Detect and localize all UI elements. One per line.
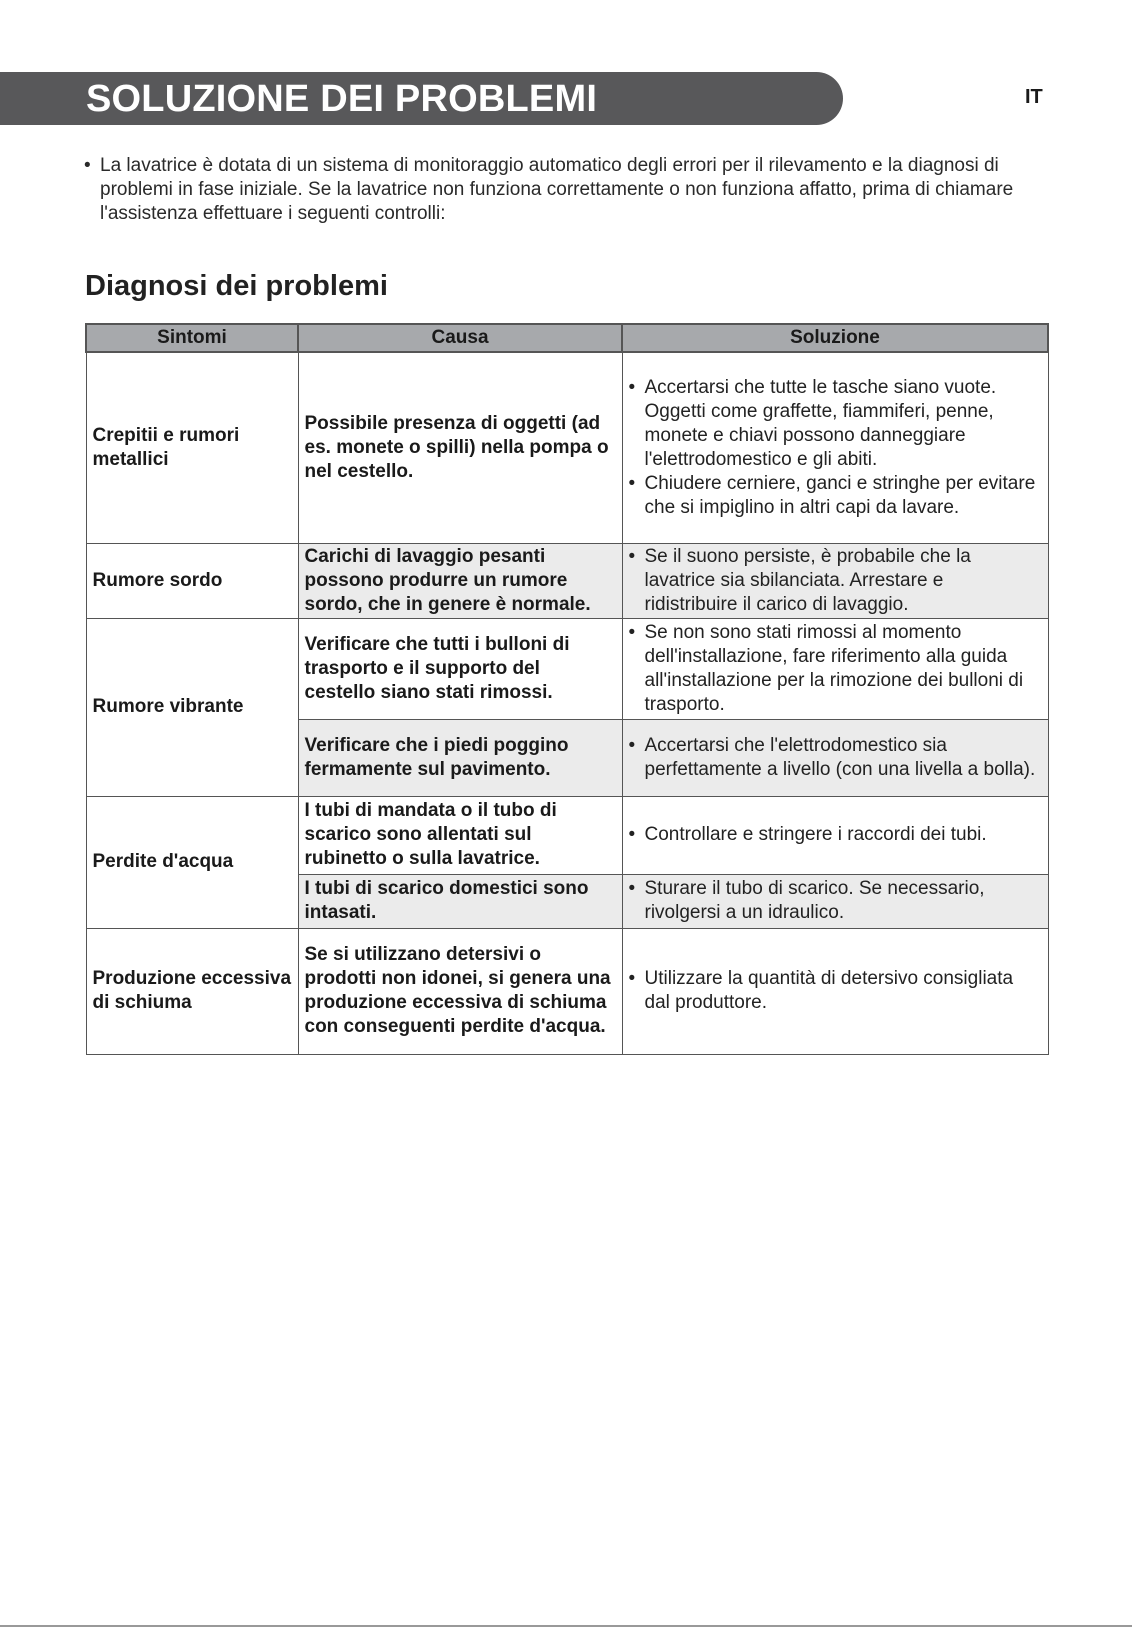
column-header-symptoms: Sintomi — [86, 324, 298, 352]
page-title: SOLUZIONE DEI PROBLEMI — [86, 78, 598, 120]
solution-item: • Utilizzare la quantità di detersivo consigliata dal produttore. — [629, 967, 1042, 1015]
table-row — [86, 618, 1048, 719]
table-row — [86, 928, 1048, 1054]
solution-item: • Accertarsi che l'elettrodomestico sia perfettamente a livello (con una livella a bolla). — [629, 734, 1042, 782]
solution-item: • Se il suono persiste, è probabile che la lavatrice sia sbilanciata. Arrestare e ridistribuire il carico di lavaggio. — [629, 545, 1042, 617]
solution-cell — [622, 543, 1048, 618]
intro-text: La lavatrice è dotata di un sistema di monitoraggio automatico degli errori per il rilevamento e la diagnosi di problemi in fase iniziale. Se la lavatrice non funziona correttamente o non funziona affatto, prima di chiamare l'assistenza effettuare i seguenti controlli: — [100, 155, 1014, 224]
solution-item: • Controllare e stringere i raccordi dei tubi. — [629, 823, 1042, 847]
solution-item: • Chiudere cerniere, ganci e stringhe per evitare che si impiglino in altri capi da lavare. — [629, 472, 1042, 520]
page-title-banner — [0, 72, 843, 125]
table-header-row — [86, 324, 1048, 352]
cause-cell: Carichi di lavaggio pesanti possono produrre un rumore sordo, che in genere è normale. — [298, 543, 622, 618]
solution-cell — [622, 618, 1048, 719]
solution-cell — [622, 796, 1048, 874]
language-code: IT — [1025, 86, 1043, 108]
cause-cell: Verificare che i piedi poggino fermamente sul pavimento. — [298, 719, 622, 796]
section-title: Diagnosi dei problemi — [85, 270, 388, 302]
symptom-cell: Rumore vibrante — [86, 618, 298, 796]
solution-item: • Se non sono stati rimossi al momento dell'installazione, fare riferimento alla guida all'installazione per la rimozione dei bulloni di trasporto. — [629, 621, 1042, 717]
cause-cell: Se si utilizzano detersivi o prodotti non idonei, si genera una produzione eccessiva di schiuma con conseguenti perdite d'acqua. — [298, 928, 622, 1054]
solution-cell — [622, 874, 1048, 928]
column-header-solution: Soluzione — [622, 324, 1048, 352]
cause-cell: Possibile presenza di oggetti (ad es. monete o spilli) nella pompa o nel cestello. — [298, 352, 622, 543]
solution-cell — [622, 352, 1048, 543]
symptom-cell: Rumore sordo — [86, 543, 298, 618]
table-row — [86, 352, 1048, 543]
column-header-cause: Causa — [298, 324, 622, 352]
table-row — [86, 796, 1048, 874]
solution-cell — [622, 719, 1048, 796]
intro-paragraph — [84, 154, 1044, 226]
solution-cell — [622, 928, 1048, 1054]
bullet-icon: • — [84, 155, 91, 176]
symptom-cell: Crepitii e rumori metallici — [86, 352, 298, 543]
cause-cell: Verificare che tutti i bulloni di trasporto e il supporto del cestello siano stati rimossi. — [298, 618, 622, 719]
cause-cell: I tubi di mandata o il tubo di scarico sono allentati sul rubinetto o sulla lavatrice. — [298, 796, 622, 874]
table-row — [86, 543, 1048, 618]
solution-item: • Sturare il tubo di scarico. Se necessario, rivolgersi a un idraulico. — [629, 877, 1042, 925]
symptom-cell: Perdite d'acqua — [86, 796, 298, 928]
cause-cell: I tubi di scarico domestici sono intasati. — [298, 874, 622, 928]
diagnosis-table — [85, 323, 1049, 1055]
symptom-cell: Produzione eccessiva di schiuma — [86, 928, 298, 1054]
solution-item: • Accertarsi che tutte le tasche siano vuote. Oggetti come graffette, fiammiferi, penne, monete e chiavi possono danneggiare l'elettrodomestico e gli abiti. — [629, 376, 1042, 472]
